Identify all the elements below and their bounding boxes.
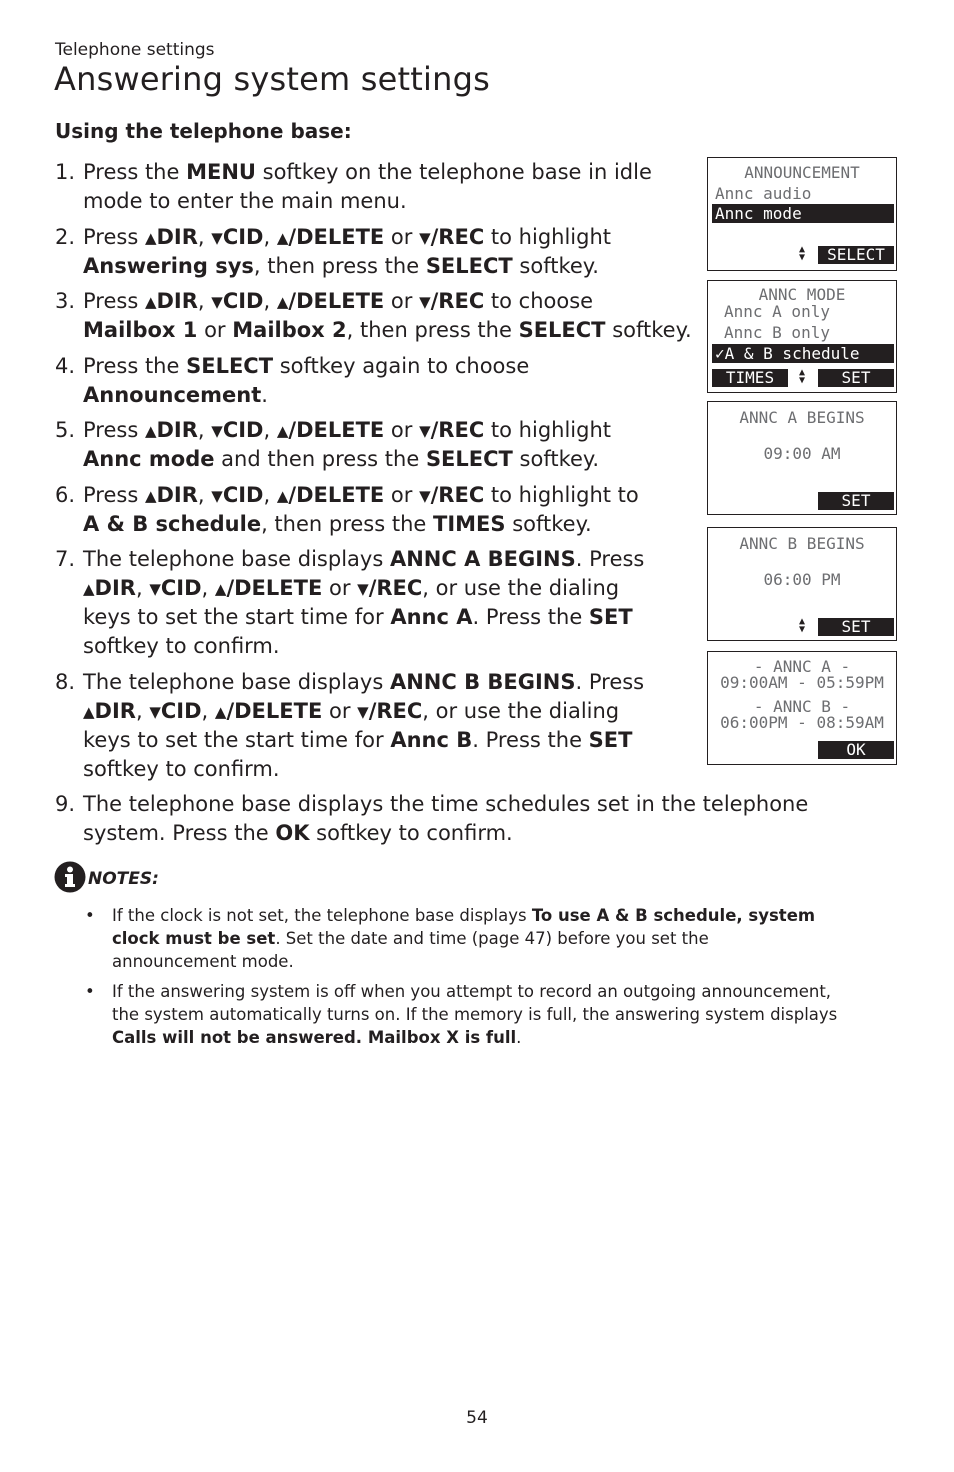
bold-term: SELECT	[425, 447, 513, 471]
triangle-down-icon: ▼	[419, 293, 431, 311]
section-label: Telephone settings	[55, 40, 215, 60]
text-line	[83, 545, 644, 574]
bold-term: To use A & B schedule, system	[531, 906, 816, 925]
triangle-down-icon: ▼	[419, 422, 431, 440]
text-run: .	[261, 383, 268, 407]
lcd-softkey-set: SET	[818, 618, 894, 636]
bold-term: ANNC A BEGINS	[389, 547, 576, 571]
text-run: softkey again to choose	[273, 354, 530, 378]
step-text	[83, 352, 529, 410]
bold-term: /DELETE	[288, 418, 385, 442]
bold-term: SET	[588, 728, 633, 752]
text-line	[112, 950, 815, 973]
text-run: Press	[83, 483, 145, 507]
text-run: ,	[135, 699, 150, 723]
text-run: ,	[135, 576, 150, 600]
bold-term: /DELETE	[288, 225, 385, 249]
step-text	[83, 287, 692, 345]
step-text	[83, 481, 639, 539]
text-run: ,	[263, 289, 277, 313]
text-line	[83, 632, 644, 661]
text-run: , then press the	[253, 254, 426, 278]
text-line	[83, 603, 644, 632]
bold-term: DIR	[156, 418, 198, 442]
text-run: or	[384, 289, 420, 313]
subheading: Using the telephone base:	[55, 119, 352, 143]
text-run: system. Press the	[83, 821, 276, 845]
text-line	[83, 790, 808, 819]
lcd-line: 06:00PM - 08:59AM	[720, 713, 884, 732]
lcd-title: ANNC A BEGINS	[739, 408, 865, 427]
text-run: Press	[83, 418, 145, 442]
bold-term: /DELETE	[288, 483, 385, 507]
text-run: and then press the	[214, 447, 426, 471]
lcd-annc-b-begins-screen	[707, 527, 897, 641]
text-run: Press the	[83, 160, 187, 184]
text-line	[83, 416, 611, 445]
lcd-line: 09:00AM - 05:59PM	[720, 673, 884, 692]
triangle-up-icon: ▲	[144, 229, 157, 247]
step-text	[83, 790, 808, 848]
text-line	[83, 187, 652, 216]
text-line	[112, 1003, 837, 1026]
text-run: ,	[263, 483, 277, 507]
bold-term: MENU	[186, 160, 256, 184]
bold-term: Annc mode	[83, 447, 215, 471]
triangle-up-icon: ▲	[276, 422, 289, 440]
bold-term: clock must be set	[112, 929, 276, 948]
text-run: or	[384, 483, 420, 507]
triangle-down-icon: ▼	[211, 293, 223, 311]
lcd-annc-a-begins-screen	[707, 401, 897, 515]
text-run: ,	[201, 576, 215, 600]
triangle-down-icon: ▼	[211, 229, 223, 247]
text-run: softkey.	[512, 254, 599, 278]
text-run: softkey.	[605, 318, 692, 342]
bold-term: DIR	[156, 225, 198, 249]
up-down-arrows-icon: ▲ ▼	[798, 244, 806, 263]
text-line	[83, 352, 529, 381]
triangle-up-icon: ▲	[214, 580, 227, 598]
text-run: The telephone base displays	[83, 670, 390, 694]
bold-term: /REC	[368, 576, 423, 600]
step-number: 5.	[55, 418, 76, 442]
triangle-up-icon: ▲	[144, 422, 157, 440]
step-text	[83, 223, 611, 281]
text-line	[112, 904, 815, 927]
lcd-time: 09:00 AM	[763, 444, 841, 463]
step-number: 9.	[55, 792, 76, 816]
text-run: ,	[201, 699, 215, 723]
bold-term: CID	[222, 418, 264, 442]
bold-term: CID	[222, 225, 264, 249]
text-run: . Set the date and time (page 47) before you set the	[275, 929, 709, 948]
bold-term: Announcement	[83, 383, 262, 407]
note-text	[112, 980, 837, 1049]
text-line	[112, 1026, 837, 1049]
step-number: 6.	[55, 483, 76, 507]
lcd-softkey-ok: OK	[818, 741, 894, 759]
lcd-menu-item-selected: ✓A & B schedule	[712, 344, 894, 363]
step-text	[83, 416, 611, 474]
lcd-title: ANNC MODE	[758, 285, 846, 304]
text-line	[83, 381, 529, 410]
bold-term: /DELETE	[288, 289, 385, 313]
bold-term: ANNC B BEGINS	[389, 670, 576, 694]
triangle-down-icon: ▼	[357, 580, 369, 598]
bold-term: CID	[222, 483, 264, 507]
text-line	[83, 574, 644, 603]
text-run: softkey to confirm.	[83, 634, 280, 658]
text-run: to highlight to	[484, 483, 639, 507]
bold-term: Calls will not be answered. Mailbox X is full	[112, 1028, 517, 1047]
up-down-arrows-icon: ▲ ▼	[798, 367, 806, 386]
text-run: announcement mode.	[112, 952, 294, 971]
bold-term: SELECT	[518, 318, 606, 342]
lcd-softkey-set: SET	[818, 492, 894, 510]
bold-term: DIR	[156, 289, 198, 313]
lcd-annc-mode-screen	[707, 280, 897, 393]
lcd-announcement-screen	[707, 157, 897, 271]
text-run: .	[516, 1028, 522, 1047]
text-run: keys to set the start time for	[83, 728, 391, 752]
bold-term: CID	[160, 576, 202, 600]
bold-term: SET	[588, 605, 633, 629]
triangle-up-icon: ▲	[144, 293, 157, 311]
text-run: ,	[197, 418, 212, 442]
text-line	[83, 697, 644, 726]
lcd-menu-item-selected: Annc mode	[712, 204, 894, 223]
step-number: 2.	[55, 225, 76, 249]
step-number: 4.	[55, 354, 76, 378]
text-run: to highlight	[484, 418, 612, 442]
bold-term: Annc B	[390, 728, 473, 752]
triangle-up-icon: ▲	[83, 580, 95, 598]
text-run: If the clock is not set, the telephone base displays	[112, 906, 532, 925]
step-number: 1.	[55, 160, 76, 184]
text-line	[83, 510, 639, 539]
text-line	[83, 481, 639, 510]
lcd-time: 06:00 PM	[763, 570, 841, 589]
bold-term: TIMES	[433, 512, 506, 536]
bold-term: OK	[275, 821, 310, 845]
text-run: or	[384, 418, 420, 442]
text-run: Press	[83, 225, 145, 249]
text-line	[83, 316, 692, 345]
text-run: ,	[263, 225, 277, 249]
bold-term: Mailbox 2	[232, 318, 347, 342]
text-run: ,	[197, 289, 212, 313]
text-run: Press	[83, 289, 145, 313]
triangle-up-icon: ▲	[83, 703, 95, 721]
bold-term: /REC	[368, 699, 423, 723]
triangle-down-icon: ▼	[149, 580, 161, 598]
lcd-softkey-times: TIMES	[712, 369, 788, 387]
lcd-title: ANNC B BEGINS	[739, 534, 865, 553]
text-run: to highlight	[484, 225, 612, 249]
page-title: Answering system settings	[54, 60, 490, 98]
text-run: to choose	[484, 289, 594, 313]
triangle-up-icon: ▲	[144, 487, 157, 505]
text-line	[83, 287, 692, 316]
text-line	[83, 668, 644, 697]
text-run: ,	[197, 225, 212, 249]
lcd-schedule-summary-screen	[707, 651, 897, 765]
bold-term: /DELETE	[226, 576, 323, 600]
text-run: the system automatically turns on. If the memory is full, the answering system displays	[112, 1005, 838, 1024]
text-run: softkey to confirm.	[309, 821, 513, 845]
lcd-menu-item: Annc A only	[724, 302, 830, 321]
text-run: or	[322, 576, 358, 600]
text-run: , or use the dialing	[422, 576, 620, 600]
text-run: The telephone base displays	[83, 547, 390, 571]
bold-term: CID	[222, 289, 264, 313]
triangle-down-icon: ▼	[149, 703, 161, 721]
text-line	[112, 927, 815, 950]
triangle-up-icon: ▲	[276, 229, 289, 247]
lcd-menu-item: Annc audio	[715, 184, 812, 203]
step-number: 8.	[55, 670, 76, 694]
text-line	[83, 445, 611, 474]
text-line	[83, 223, 611, 252]
up-down-arrows-icon: ▲ ▼	[798, 616, 806, 635]
lcd-softkey-set: SET	[818, 369, 894, 387]
triangle-up-icon: ▲	[276, 487, 289, 505]
text-line	[83, 252, 611, 281]
triangle-down-icon: ▼	[419, 229, 431, 247]
notes-title: NOTES:	[88, 869, 159, 889]
text-run: or	[384, 225, 420, 249]
bold-term: SELECT	[425, 254, 513, 278]
bold-term: A & B schedule	[83, 512, 262, 536]
triangle-down-icon: ▼	[357, 703, 369, 721]
lcd-softkey-select: SELECT	[818, 246, 894, 264]
text-run: softkey to confirm.	[83, 757, 280, 781]
bold-term: SELECT	[186, 354, 274, 378]
text-run: Press the	[83, 354, 187, 378]
text-run: softkey on the telephone base in idle	[255, 160, 652, 184]
bold-term: DIR	[94, 699, 136, 723]
text-run: mode to enter the main menu.	[83, 189, 407, 213]
text-line	[83, 158, 652, 187]
text-run: ,	[197, 483, 212, 507]
text-line	[83, 726, 644, 755]
bold-term: Answering sys	[83, 254, 254, 278]
bold-term: Annc A	[390, 605, 473, 629]
bold-term: DIR	[94, 576, 136, 600]
text-run: softkey.	[505, 512, 592, 536]
step-number: 3.	[55, 289, 76, 313]
text-line	[112, 980, 837, 1003]
bold-term: /REC	[430, 289, 485, 313]
step-text	[83, 668, 644, 784]
text-run: . Press	[575, 547, 645, 571]
triangle-up-icon: ▲	[214, 703, 227, 721]
step-text	[83, 545, 644, 661]
lcd-title: ANNOUNCEMENT	[744, 163, 860, 182]
step-number: 7.	[55, 547, 76, 571]
text-run: or	[322, 699, 358, 723]
page-number: 54	[466, 1408, 488, 1428]
text-line	[83, 819, 808, 848]
info-icon	[54, 861, 86, 893]
text-run: . Press	[575, 670, 645, 694]
text-run: , then press the	[346, 318, 519, 342]
lcd-menu-item: Annc B only	[724, 323, 830, 342]
text-line	[83, 755, 644, 784]
text-run: . Press the	[472, 728, 589, 752]
bullet-icon: •	[85, 906, 95, 925]
bold-term: /REC	[430, 483, 485, 507]
bold-term: /REC	[430, 225, 485, 249]
text-run: keys to set the start time for	[83, 605, 391, 629]
text-run: The telephone base displays the time schedules set in the telephone	[83, 792, 809, 816]
text-run: If the answering system is off when you attempt to record an outgoing announcement,	[112, 982, 832, 1001]
bold-term: Mailbox 1	[83, 318, 198, 342]
text-run: ,	[263, 418, 277, 442]
bold-term: DIR	[156, 483, 198, 507]
bold-term: /REC	[430, 418, 485, 442]
lcd-line: - ANNC A -	[753, 657, 851, 676]
text-run: , or use the dialing	[422, 699, 620, 723]
triangle-down-icon: ▼	[211, 487, 223, 505]
triangle-down-icon: ▼	[211, 422, 223, 440]
note-text	[112, 904, 815, 973]
text-run: or	[197, 318, 233, 342]
bold-term: /DELETE	[226, 699, 323, 723]
lcd-line: - ANNC B -	[753, 697, 851, 716]
bullet-icon: •	[85, 982, 95, 1001]
bold-term: CID	[160, 699, 202, 723]
step-text	[83, 158, 652, 216]
text-run: , then press the	[261, 512, 433, 536]
text-run: . Press the	[472, 605, 589, 629]
text-run: softkey.	[512, 447, 600, 471]
triangle-down-icon: ▼	[419, 487, 431, 505]
triangle-up-icon: ▲	[276, 293, 289, 311]
